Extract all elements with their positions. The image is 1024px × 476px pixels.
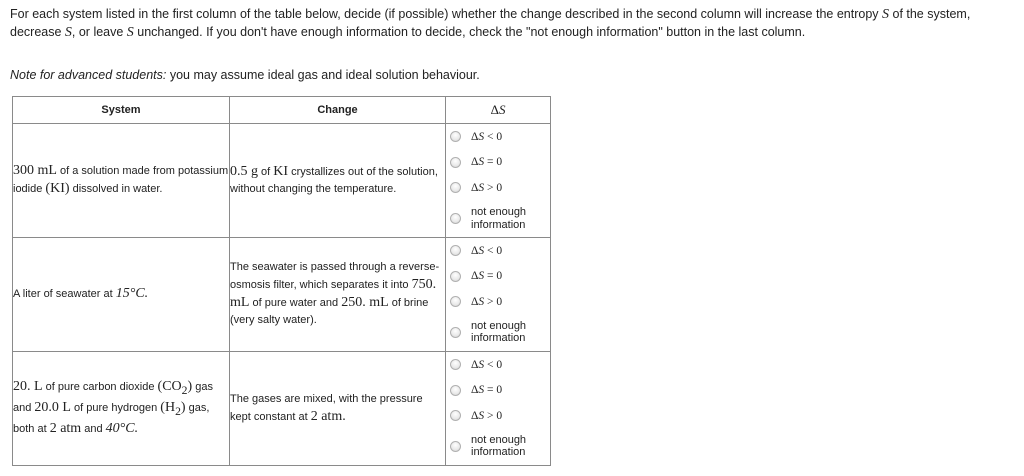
option-increase[interactable]: ΔS > 0 (446, 403, 550, 429)
delta-s-header: ΔS (446, 97, 551, 124)
radio-button[interactable] (450, 213, 461, 224)
option-not-enough-info[interactable]: not enough information (446, 314, 550, 350)
radio-button[interactable] (450, 359, 461, 370)
radio-button[interactable] (450, 271, 461, 282)
answer-options (446, 351, 551, 465)
option-unchanged[interactable]: ΔS = 0 (446, 377, 550, 403)
table-row (13, 124, 551, 238)
option-increase[interactable]: ΔS > 0 (446, 289, 550, 315)
radio-button[interactable] (450, 327, 461, 338)
answer-options (446, 237, 551, 351)
advanced-note: Note for advanced students: you may assume ideal gas and ideal solution behaviour. (10, 68, 480, 82)
change-cell: The gases are mixed, with the pressure kept constant at 2 atm. (230, 351, 446, 465)
radio-button[interactable] (450, 385, 461, 396)
radio-button[interactable] (450, 182, 461, 193)
system-cell: 20. L of pure carbon dioxide $(CO_2)$ gas and 20.0 L of pure hydrogen $(H_2)$ gas, both at 2 atm and 40°C. (13, 351, 230, 465)
change-cell: The seawater is passed through a reverse-osmosis filter, which separates it into 750. mL of pure water and 250. mL of brine (very salty water). (230, 237, 446, 351)
change-cell: 0.5 g of KI crystallizes out of the solution, without changing the temperature. (230, 124, 446, 238)
answer-options (446, 124, 551, 238)
system-header: System (13, 97, 230, 124)
option-not-enough-info[interactable]: not enough information (446, 201, 550, 237)
option-decrease[interactable]: ΔS < 0 (446, 238, 550, 264)
header-row (13, 97, 551, 124)
table-row (13, 237, 551, 351)
entropy-table (12, 96, 551, 466)
question-intro: For each system listed in the first column of the table below, decide (if possible) whether the change described in the second column will increase the entropy S of the system, decrease S, or leave S unchanged. If you don't have enough information to decide, check the "not enough information" button in the last column. (10, 7, 971, 40)
radio-button[interactable] (450, 131, 461, 142)
table-row (13, 351, 551, 465)
radio-button[interactable] (450, 245, 461, 256)
radio-button[interactable] (450, 157, 461, 168)
option-decrease[interactable]: ΔS < 0 (446, 124, 550, 150)
option-unchanged[interactable]: ΔS = 0 (446, 263, 550, 289)
option-unchanged[interactable]: ΔS = 0 (446, 150, 550, 176)
option-decrease[interactable]: ΔS < 0 (446, 352, 550, 378)
option-not-enough-info[interactable]: not enough information (446, 428, 550, 464)
radio-button[interactable] (450, 296, 461, 307)
system-cell: 300 mL of a solution made from potassium iodide (KI) dissolved in water. (13, 124, 230, 238)
change-header: Change (230, 97, 446, 124)
radio-button[interactable] (450, 441, 461, 452)
radio-button[interactable] (450, 410, 461, 421)
option-increase[interactable]: ΔS > 0 (446, 175, 550, 201)
system-cell: A liter of seawater at 15°C. (13, 237, 230, 351)
